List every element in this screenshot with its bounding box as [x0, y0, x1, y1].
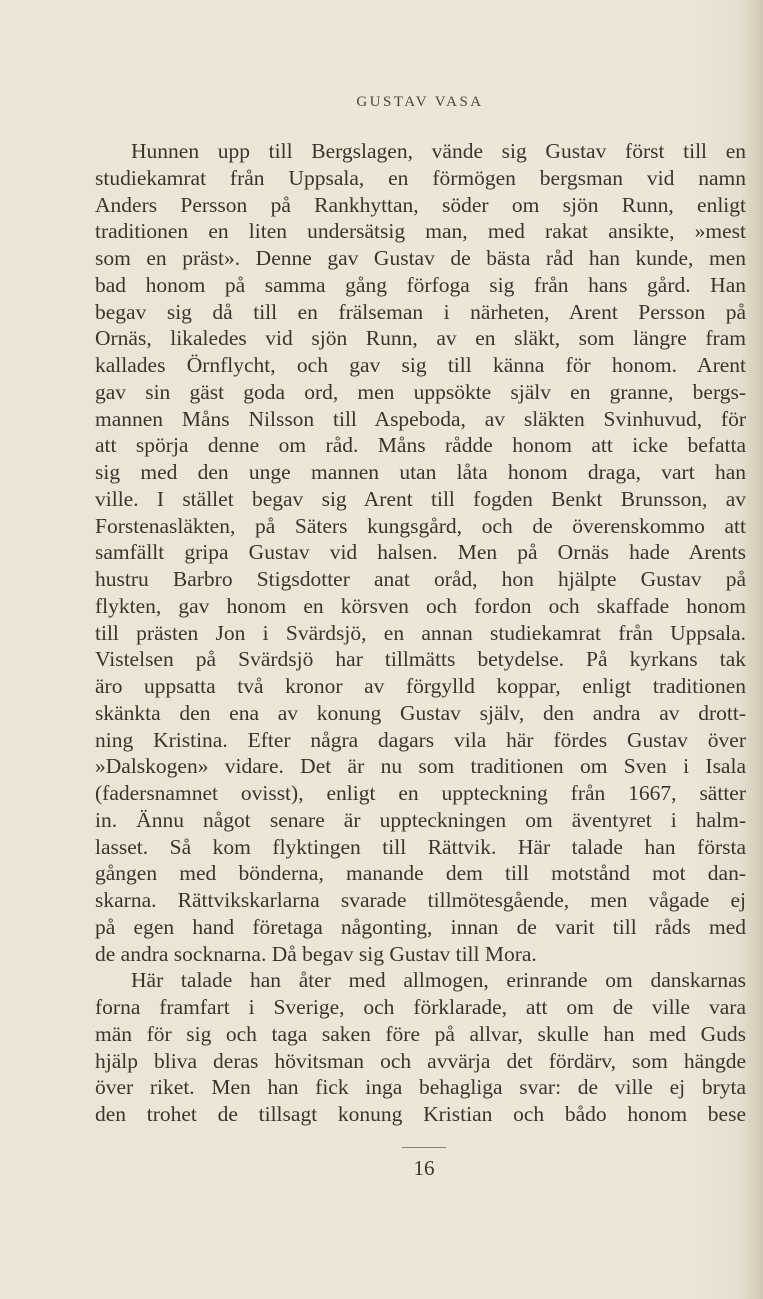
text-line: Forstenasläkten, på Säters kungsgård, och de överenskommo att [95, 513, 746, 538]
text-line: skänkta den ena av konung Gustav själv, den andra av drott- [95, 700, 746, 725]
text-line: ning Kristina. Efter några dagars vila här fördes Gustav över [95, 727, 746, 752]
text-line: ville. I stället begav sig Arent till fogden Benkt Brunsson, av [95, 486, 746, 511]
text-line: de andra socknarna. Då begav sig Gustav till Mora. [95, 941, 537, 966]
text-line: flykten, gav honom en körsven och fordon och skaffade honom [95, 593, 746, 618]
text-line: studiekamrat från Uppsala, en förmögen bergsman vid namn [95, 165, 746, 190]
page-number: 16 [413, 1156, 435, 1180]
text-line: Hunnen upp till Bergslagen, vände sig Gustav först till en [131, 139, 746, 163]
text-line: män för sig och taga saken före på allvar, skulle han med Guds [95, 1021, 746, 1046]
text-line: Vistelsen på Svärdsjö har tillmätts betydelse. På kyrkans tak [95, 647, 746, 672]
text-line: samfällt gripa Gustav vid halsen. Men på Ornäs hade Arents [95, 540, 746, 565]
text-line: traditionen en liten undersätsig man, med rakat ansikte, »mest [95, 219, 746, 244]
text-line: lasset. Så kom flyktingen till Rättvik. Här talade han första [95, 834, 746, 859]
text-line: forna framfart i Sverige, och förklarade, att om de ville vara [95, 995, 746, 1019]
text-line: »Dalskogen» vidare. Det är nu som traditionen om Sven i Isala [95, 754, 746, 779]
text-line: att spörja denne om råd. Måns rådde honom att icke befatta [95, 433, 746, 458]
running-head: GUSTAV VASA [356, 94, 484, 110]
text-line: som en präst». Denne gav Gustav de bästa råd han kunde, men [95, 246, 746, 270]
text-line: hustru Barbro Stigsdotter anat oråd, hon hjälpte Gustav på [95, 567, 746, 591]
text-line: Anders Persson på Rankhyttan, söder om sjön Runn, enligt [95, 192, 746, 217]
text-line: hjälp bliva deras hövitsman och avvärja det fördärv, som hängde [95, 1048, 746, 1073]
text-line: äro uppsatta två kronor av förgylld koppar, enligt traditionen [95, 674, 746, 698]
text-line: in. Ännu något senare är uppteckningen om äventyret i halm- [95, 807, 746, 832]
text-line: kallades Örnflycht, och gav sig till känna för honom. Arent [95, 353, 746, 377]
text-line: den trohet de tillsagt konung Kristian och bådo honom bese [95, 1102, 746, 1126]
text-line: Här talade han åter med allmogen, erinrande om danskarnas [131, 968, 746, 993]
text-line: sig med den unge mannen utan låta honom draga, vart han [95, 460, 746, 484]
text-line: Ornäs, likaledes vid sjön Runn, av en släkt, som längre fram [95, 326, 746, 351]
text-line: gav sin gäst goda ord, men uppsökte själv en granne, bergs- [95, 379, 746, 404]
text-line: skarna. Rättvikskarlarna svarade tillmötesgående, men vågade ej [95, 888, 746, 912]
text-line: på egen hand företaga någonting, innan de varit till råds med [95, 914, 746, 939]
text-line: mannen Måns Nilsson till Aspeboda, av släkten Svinhuvud, för [95, 406, 746, 431]
text-line: till prästen Jon i Svärdsjö, en annan studiekamrat från Uppsala. [95, 620, 746, 645]
text-line: över riket. Men han fick inga behagliga svar: de ville ej bryta [95, 1075, 746, 1100]
text-line: (fadersnamnet ovisst), enligt en uppteckning från 1667, sätter [95, 781, 746, 805]
folio-rule [402, 1147, 446, 1148]
text-line: gången med bönderna, manande dem till motstånd mot dan- [95, 861, 746, 886]
text-line: bad honom på samma gång förfoga sig från hans gård. Han [95, 272, 746, 297]
body-text [95, 138, 746, 1128]
text-line: begav sig då till en frälseman i närheten, Arent Persson på [95, 299, 746, 324]
